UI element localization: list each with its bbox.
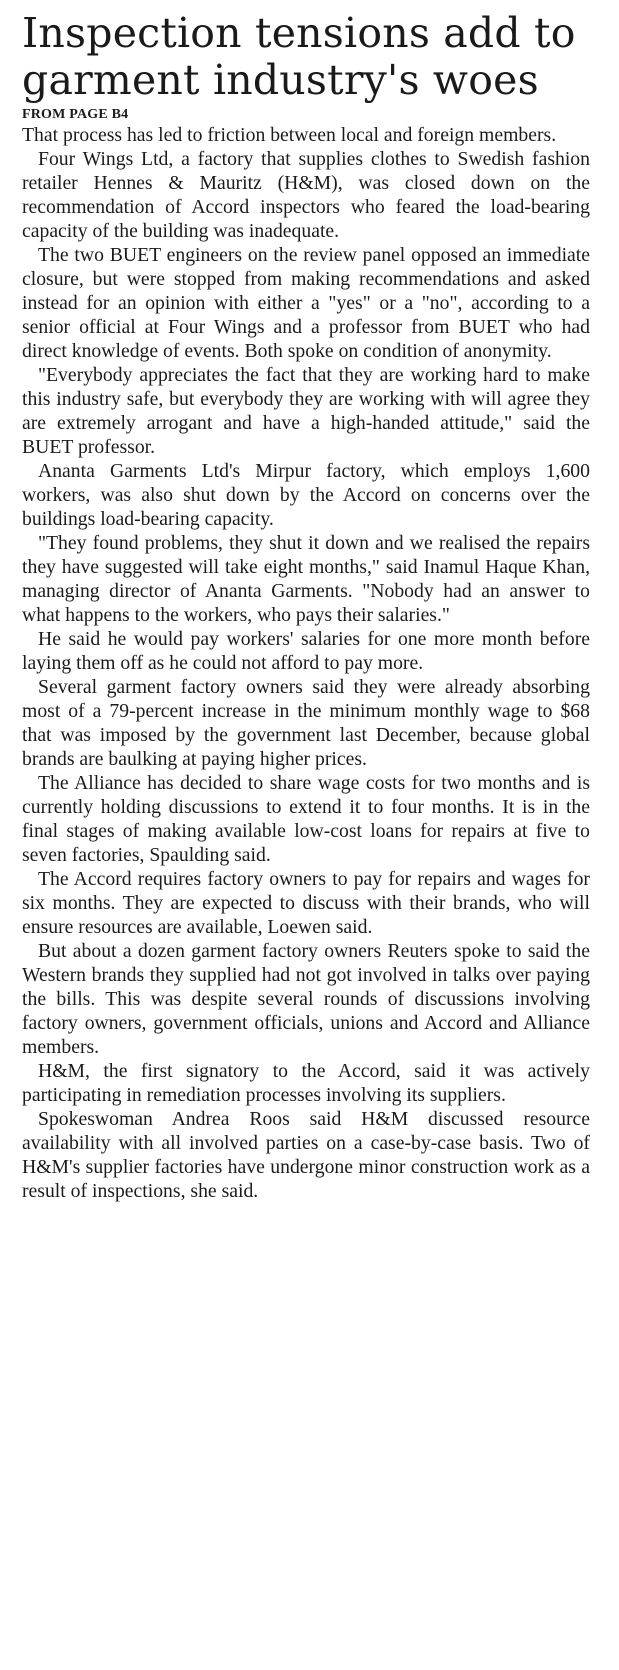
paragraph: "They found problems, they shut it down and we realised the repairs they have suggested will take eight months," said Inamul Haque Khan, managing director of Ananta Garments. "Nobody had an answer to what happens to the workers, who pays their salaries." (22, 532, 590, 626)
paragraph: The two BUET engineers on the review panel opposed an immediate closure, but were stopped from making recommendations and asked instead for an opinion with either a "yes" or a "no", according to a senior official at Four Wings and a professor from BUET who had direct knowledge of events. Both spoke on condition of anonymity. (22, 244, 590, 362)
continued-from-label: FROM PAGE B4 (22, 107, 129, 122)
paragraph: That process has led to friction between local and foreign members. (22, 124, 557, 146)
paragraph: The Alliance has decided to share wage costs for two months and is currently holding discussions to extend it to four months. It is in the final stages of making available low-cost loans for repairs at five to seven factories, Spaulding said. (22, 772, 590, 866)
paragraph: Four Wings Ltd, a factory that supplies clothes to Swedish fashion retailer Hennes & Mauritz (H&M), was closed down on the recommendation of Accord inspectors who feared the load-bearing capacity of the building was inadequate. (22, 148, 590, 242)
paragraph: Ananta Garments Ltd's Mirpur factory, which employs 1,600 workers, was also shut down by the Accord on concerns over the buildings load-bearing capacity. (22, 460, 590, 530)
paragraph: Several garment factory owners said they were already absorbing most of a 79-percent increase in the minimum monthly wage to $68 that was imposed by the government last December, because global brands are baulking at paying higher prices. (22, 676, 590, 770)
article-body (22, 123, 590, 1203)
paragraph: H&M, the first signatory to the Accord, said it was actively participating in remediation processes involving its suppliers. (22, 1060, 590, 1106)
paragraph: Spokeswoman Andrea Roos said H&M discussed resource availability with all involved parties on a case-by-case basis. Two of H&M's supplier factories have undergone minor construction work as a result of inspections, she said. (22, 1108, 590, 1202)
article (22, 10, 590, 1203)
paragraph: "Everybody appreciates the fact that they are working hard to make this industry safe, but everybody they are working with will agree they are extremely arrogant and have a high-handed attitude," said the BUET professor. (22, 364, 590, 458)
paragraph: But about a dozen garment factory owners Reuters spoke to said the Western brands they supplied had not got involved in talks over paying the bills. This was despite several rounds of discussions involving factory owners, government officials, unions and Accord and Alliance members. (22, 940, 590, 1058)
paragraph: He said he would pay workers' salaries for one more month before laying them off as he could not afford to pay more. (22, 628, 590, 674)
paragraph: The Accord requires factory owners to pay for repairs and wages for six months. They are expected to discuss with their brands, who will ensure resources are available, Loewen said. (22, 868, 590, 938)
headline: Inspection tensions add to garment industry's woes (22, 9, 576, 104)
